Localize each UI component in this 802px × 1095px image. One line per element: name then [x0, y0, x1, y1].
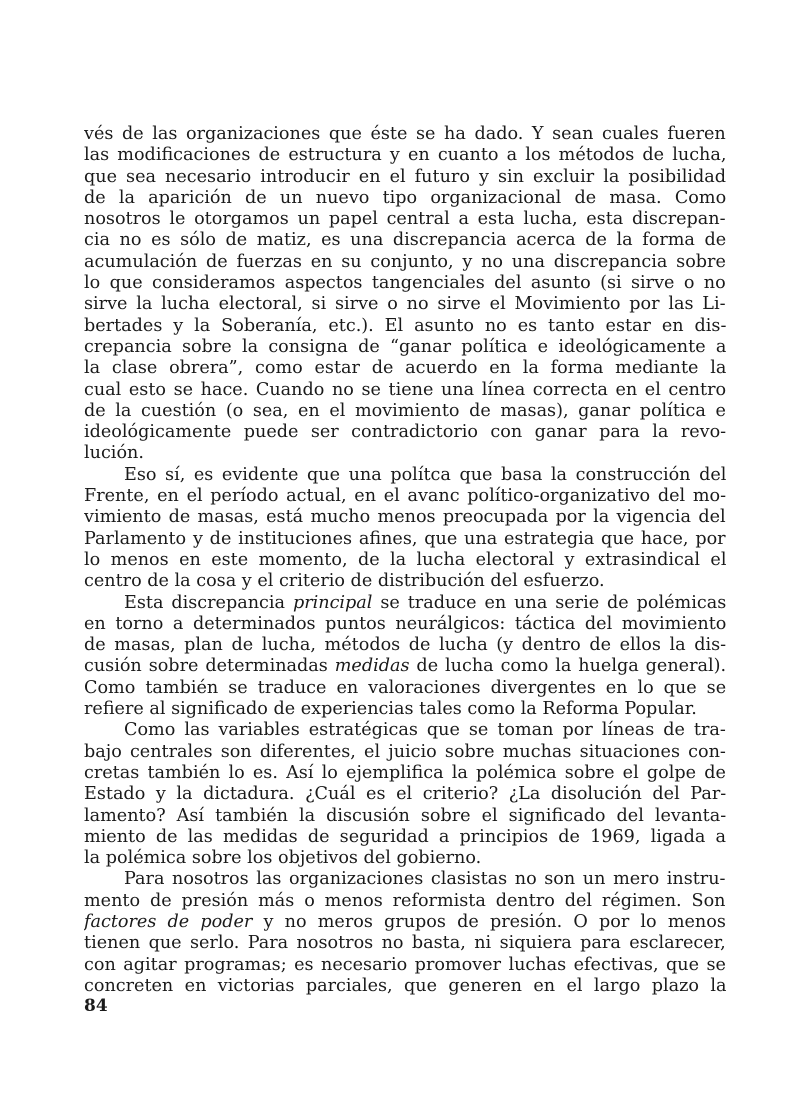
text-line: Parlamento y de instituciones afines, que una estrategia que hace, por [84, 528, 726, 549]
text-line: mento de presión más o menos reformista dentro del régimen. Son [84, 890, 726, 911]
text-line: en torno a determinados puntos neurálgicos: táctica del movimiento [84, 613, 726, 634]
text-line: centro de la cosa y el criterio de distribución del esfuerzo. [84, 571, 605, 592]
text-line: con agitar programas; es necesario promover luchas efectivas, que se [84, 954, 726, 975]
text-line: vimiento de masas, está mucho menos preocupada por la vigencia del [84, 507, 726, 528]
text-line: sirve la lucha electoral, si sirve o no sirve el Movimiento por las Li- [84, 294, 726, 315]
text-line: Estado y la dictadura. ¿Cuál es el criterio? ¿La disolución del Par- [84, 784, 726, 805]
text-line: miento de las medidas de seguridad a principios de 1969, ligada a [84, 826, 726, 847]
text-line: cusión sobre determinadas medidas de lucha como la huelga general). [84, 656, 726, 677]
text-line: refiere al significado de experiencias tales como la Reforma Popular. [84, 699, 697, 720]
text-line: Para nosotros las organizaciones clasistas no son un mero instru- [124, 869, 726, 890]
text-line: crepancia sobre la consigna de “ganar política e ideológicamente a [84, 336, 726, 357]
body-text [84, 124, 726, 997]
text-line: Eso sí, es evidente que una polítca que basa la construcción del [124, 464, 726, 485]
text-line: de la aparición de un nuevo tipo organizacional de masa. Como [84, 187, 726, 208]
text-line: la polémica sobre los objetivos del gobierno. [84, 848, 482, 869]
text-line: nosotros le otorgamos un papel central a esta lucha, esta discrepan- [84, 209, 726, 230]
text-line: Como también se traduce en valoraciones divergentes en lo que se [84, 677, 726, 698]
text-line: bajo centrales son diferentes, el juicio sobre muchas situaciones con- [84, 741, 726, 762]
text-line: concreten en victorias parciales, que generen en el largo plazo la [84, 975, 726, 996]
page-number: 84 [84, 996, 108, 1016]
text-line: lamento? Así también la discusión sobre el significado del levanta- [84, 805, 726, 826]
text-line: vés de las organizaciones que éste se ha dado. Y sean cuales fueren [84, 124, 726, 144]
text-line: de masas, plan de lucha, métodos de lucha (y dentro de ellos la dis- [84, 635, 726, 656]
text-line: factores de poder y no meros grupos de presión. O por lo menos [84, 911, 726, 932]
text-line: bertades y la Soberanía, etc.). El asunto no es tanto estar en dis- [84, 315, 726, 336]
text-line: cual esto se hace. Cuando no se tiene una línea correcta en el centro [84, 379, 726, 400]
text-line: la clase obrera”, como estar de acuerdo en la forma mediante la [84, 358, 726, 379]
text-line: lución. [84, 443, 144, 464]
text-line: lo que consideramos aspectos tangenciales del asunto (si sirve o no [84, 273, 726, 294]
text-line: cia no es sólo de matiz, es una discrepancia acerca de la forma de [84, 230, 726, 251]
text-line: Esta discrepancia principal se traduce en una serie de polémicas [124, 592, 726, 613]
text-line: Frente, en el período actual, en el avanc político-organizativo del mo- [84, 486, 726, 507]
text-line: ideológicamente puede ser contradictorio con ganar para la revo- [84, 422, 726, 443]
text-line: las modificaciones de estructura y en cuanto a los métodos de lucha, [84, 145, 726, 166]
text-line: tienen que serlo. Para nosotros no basta, ni siquiera para esclarecer, [84, 933, 726, 954]
text-line: cretas también lo es. Así lo ejemplifica la polémica sobre el golpe de [84, 762, 726, 783]
text-line: Como las variables estratégicas que se toman por líneas de tra- [124, 720, 726, 741]
text-line: de la cuestión (o sea, en el movimiento de masas), ganar política e [84, 400, 726, 421]
text-line: que sea necesario introducir en el futuro y sin excluir la posibilidad [84, 166, 726, 187]
text-line: lo menos en este momento, de la lucha electoral y extrasindical el [84, 549, 726, 570]
text-line: acumulación de fuerzas en su conjunto, y no una discrepancia sobre [84, 251, 726, 272]
